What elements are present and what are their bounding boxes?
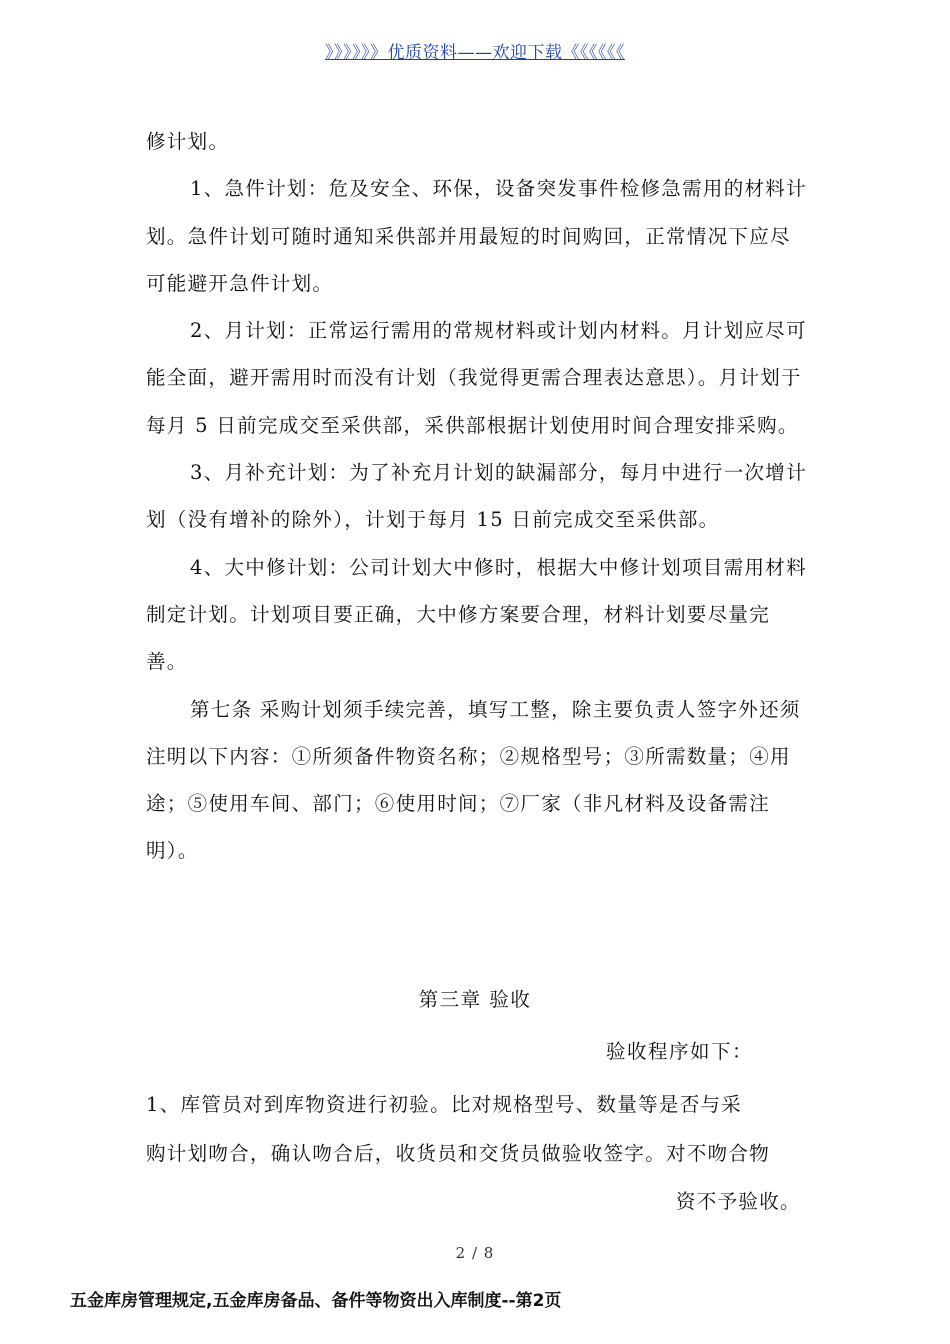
document-body xyxy=(146,118,810,875)
page-number: 2 / 8 xyxy=(455,1244,495,1262)
paragraph-overhaul-plan: 4、大中修计划：公司计划大中修时，根据大中修计划项目需用材料制定计划。计划项目要正确，大中修方案要合理，材料计划要尽量完善。 xyxy=(146,555,807,674)
paragraph-monthly-supplement: 3、月补充计划：为了补充月计划的缺漏部分，每月中进行一次增计划（没有增补的除外），计划于每月 15 日前完成交至采供部。 xyxy=(146,461,807,532)
paragraph-continuation: 修计划。 xyxy=(146,130,230,153)
header-download-banner[interactable]: 》》》》》》优质资料——欢迎下载《《《《《《 xyxy=(325,43,625,63)
acceptance-item-line-2: 购计划吻合，确认吻合后，收货员和交货员做验收签字。对不吻合物 xyxy=(146,1142,771,1165)
paragraph-urgent-plan: 1、急件计划：危及安全、环保，设备突发事件检修急需用的材料计划。急件计划可随时通知采供部并用最短的时间购回，正常情况下应尽可能避开急件计划。 xyxy=(146,177,807,295)
paragraph-article-seven: 第七条 采购计划须手续完善，填写工整，除主要负责人签字外还须注明以下内容：①所须备件物资名称；②规格型号；③所需数量；④用途；⑤使用车间、部门；⑥使用时间；⑦厂家（非凡材料及设备需注明）。 xyxy=(146,697,801,863)
footer-caption: 五金库房管理规定,五金库房备品、备件等物资出入库制度--第2页 xyxy=(70,1291,562,1311)
acceptance-item-line-1: 1、库管员对到库物资进行初验。比对规格型号、数量等是否与采 xyxy=(146,1093,743,1116)
acceptance-item-line-3: 资不予验收。 xyxy=(676,1190,801,1213)
paragraph-monthly-plan: 2、月计划：正常运行需用的常规材料或计划内材料。月计划应尽可能全面，避开需用时而没有计划（我觉得更需合理表达意思）。月计划于每月 5 日前完成交至采供部，采供部根据计划使用时间合理安排采购。 xyxy=(146,319,807,437)
procedure-intro: 验收程序如下： xyxy=(606,1040,754,1063)
chapter-title: 第三章 验收 xyxy=(418,988,532,1011)
